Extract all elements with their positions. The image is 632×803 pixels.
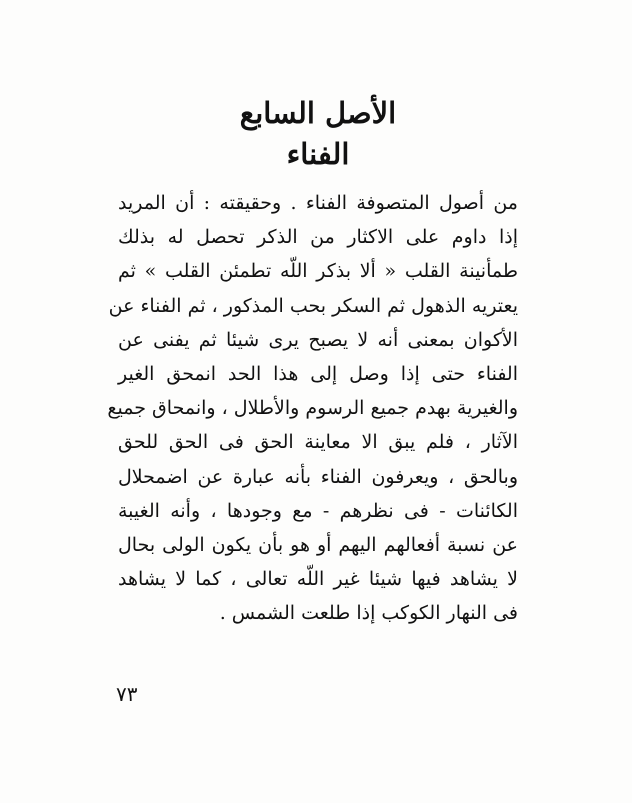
text-line: والغيرية بهدم جميع الرسوم والأطلال ، وانمحاق جميع <box>107 397 518 420</box>
text-line: عن نسبة أفعالهم اليهم أو هو بأن يكون الولى بحال <box>118 534 518 557</box>
text-line: الآثار ، فلم يبق الا معاينة الحق فى الحق للحق <box>118 431 518 454</box>
text-line: لا يشاهد فيها شيئا غير اللّه تعالى ، كما لا يشاهد <box>118 568 518 591</box>
page-text-block <box>107 92 518 631</box>
text-line-last: فى النهار الكوكب إذا طلعت الشمس . <box>219 602 518 625</box>
text-line: الكائنات - فى نظرهم - مع وجودها ، وأنه الغيبة <box>118 499 518 522</box>
text-line: إذا داوم على الاكثار من الذكر تحصل له بذلك <box>118 226 518 249</box>
text-line: من أصول المتصوفة الفناء . وحقيقته : أن المريد <box>118 192 518 214</box>
text-line: طمأنينة القلب « ألا بذكر اللّه تطمئن القلب » ثم <box>118 260 518 283</box>
text-line: وبالحق ، ويعرفون الفناء بأنه عبارة عن اضمحلال <box>118 465 518 488</box>
page-number: ٧٣ <box>116 682 138 706</box>
text-line: الفناء حتى إذا وصل إلى هذا الحد انمحق الغير <box>118 363 518 386</box>
text-line: الأكوان بمعنى أنه لا يصبح يرى شيئا ثم يفنى عن <box>118 328 518 351</box>
body-paragraph <box>107 186 518 631</box>
chapter-subtitle: الفناء <box>286 137 350 171</box>
text-line: يعتريه الذهول ثم السكر بحب المذكور ، ثم الفناء عن <box>108 294 518 317</box>
chapter-title: الأصل السابع <box>239 96 397 130</box>
